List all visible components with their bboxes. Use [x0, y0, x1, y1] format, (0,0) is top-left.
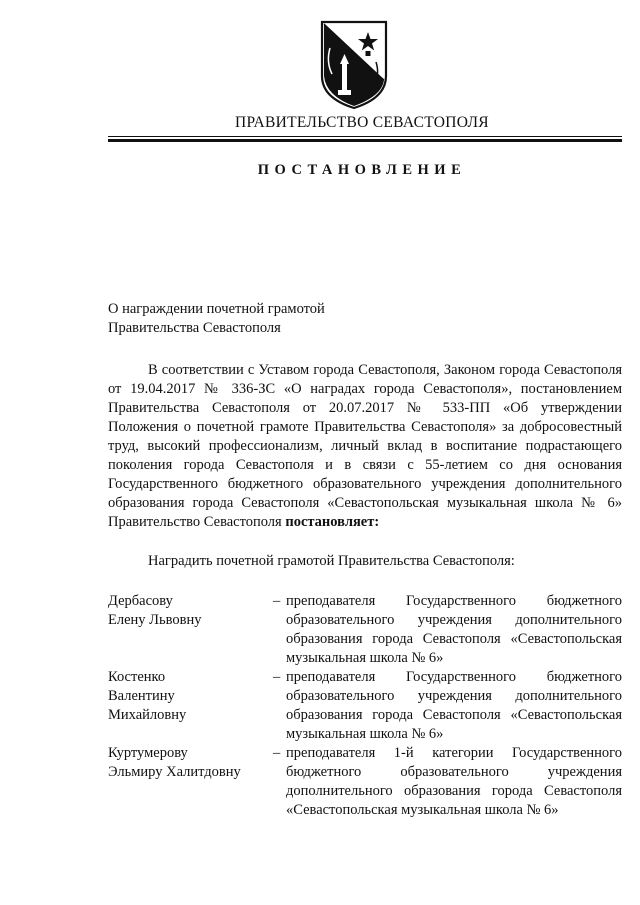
awardee-dash: – [273, 745, 281, 761]
header-rule-thin [108, 136, 622, 137]
awardee-name [108, 592, 268, 630]
government-name: ПРАВИТЕЛЬСТВО СЕВАСТОПОЛЯ [235, 114, 489, 131]
decision-statement: Наградить почетной грамотой Правительства Севастополя: [148, 553, 515, 569]
preamble-keyword: постановляет: [285, 514, 380, 530]
awardee-name-line: Эльмиру Халитдовну [108, 764, 241, 780]
sevastopol-coat-of-arms-icon [316, 18, 392, 110]
awardee-dash: – [273, 669, 281, 685]
awardee-name-line: Михайловну [108, 707, 187, 723]
awardee-name-line: Валентину [108, 688, 175, 704]
awardee-description: преподавателя 1-й категории Государственного бюджетного образовательного учреждения дополнительного образования города Севастополя «Севастопольская музыкальная школа № 6» [286, 745, 622, 818]
document-type: ПОСТАНОВЛЕНИЕ [257, 162, 467, 178]
awardee-entry [108, 592, 622, 668]
awardee-entry [108, 744, 622, 839]
awardee-name-line: Дербасову [108, 593, 173, 609]
awardee-entry [108, 668, 622, 744]
header-rule-thick [108, 139, 622, 142]
awardee-description: преподавателя Государственного бюджетного образовательного учреждения дополнительного образования города Севастополя «Севастопольская музыкальная школа № 6» [286, 669, 622, 742]
awardee-description: преподавателя Государственного бюджетного образовательного учреждения дополнительного образования города Севастополя «Севастопольская музыкальная школа № 6» [286, 593, 622, 666]
document-subject [108, 300, 325, 338]
awardee-dash: – [273, 593, 281, 609]
awardee-name [108, 744, 268, 782]
subject-line-2: Правительства Севастополя [108, 320, 281, 336]
awardee-name-line: Елену Львовну [108, 612, 202, 628]
preamble-text: В соответствии с Уставом города Севастополя, Законом города Севастополя от 19.04.2017 № 336-ЗС «О наградах города Севастополя», постановлением Правительства Севастополя от 20.07.2017 № 533-ПП «Об утверждении Положения о почетной грамоте Правительства Севастополя» за добросовестный труд, высокий профессионализм, личный вклад в воспитание подрастающего поколения города Севастополя и в связи с 55-летием со дня основания Государственного бюджетного образовательного учреждения дополнительного образования города Севастополя «Севастопольская музыкальная школа № 6» Правительство Севастополя [108, 362, 622, 530]
preamble-paragraph [108, 361, 622, 532]
awardee-name [108, 668, 268, 725]
subject-line-1: О награждении почетной грамотой [108, 301, 325, 317]
awardee-name-line: Куртумерову [108, 745, 188, 761]
awardee-name-line: Костенко [108, 669, 166, 685]
